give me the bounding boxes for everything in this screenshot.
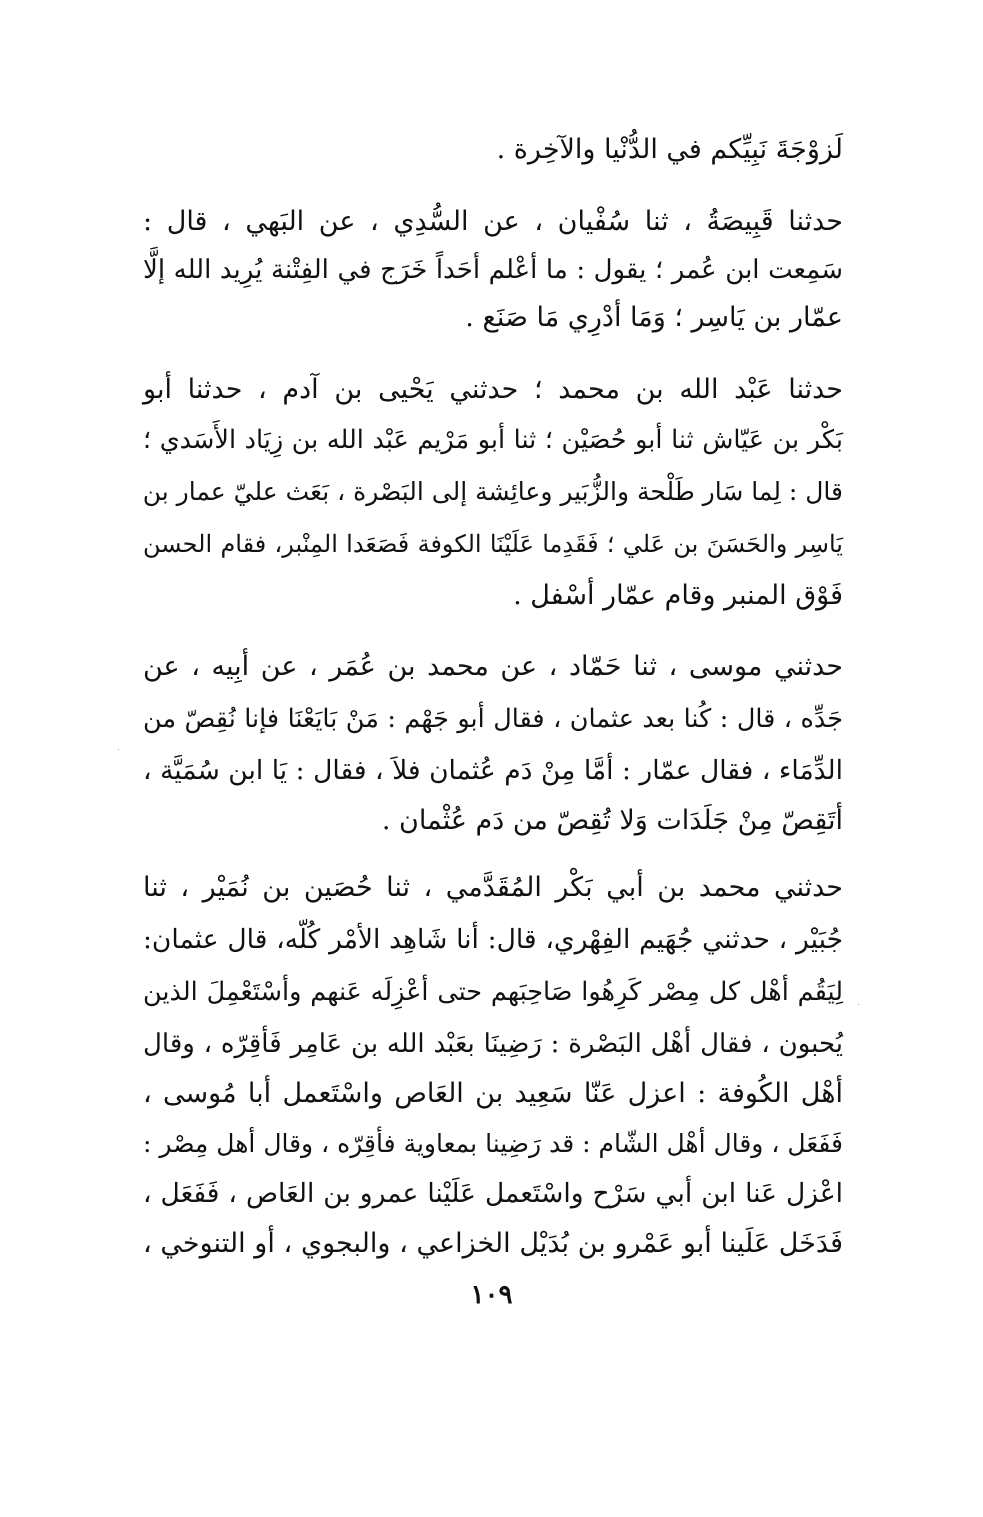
text-line: فَفَعَل ، وقال أهْل الشّام : قد رَضِينا بمعاوية فأقِرّه ، وقال أهل مِصْر :	[143, 1129, 843, 1158]
text-line: يَاسِر والحَسَنَ بن عَلي ؛ فَقَدِما عَلَيْنَا الكوفة فَصَعَدا المِنْبر، فقام الحسن	[143, 530, 843, 558]
text-line: عمّار بن يَاسِر ؛ وَمَا أدْرِي مَا صَنَع .	[465, 302, 843, 333]
text-line: جُبَيْر ، حدثني جُهَيم الفِهْري، قال: أنا شَاهِد الأمْر كُلّه، قال عثمان:	[143, 924, 843, 955]
text-line: حدثني محمد بن أبي بَكْر المُقَدَّمي ، ثنا حُصَين بن نُمَيْر ، ثنا	[143, 872, 843, 903]
page-number: ١٠٩	[470, 1280, 513, 1310]
text-line: أهْل الكُوفة : اعزل عَنّا سَعِيد بن العَاص واسْتَعمل أبا مُوسى ،	[143, 1078, 843, 1109]
text-line: جَدِّه ، قال : كُنا بعد عثمان ، فقال أبو جَهْم : مَنْ بَايَعْنَا فإنا نُقِصّ من	[143, 704, 843, 734]
text-line: قال : لِما سَار طَلْحة والزُّبَير وعائِشة إلى البَصْرة ، بَعَث عليّ عمار بن	[142, 477, 843, 506]
text-line: حدثنا قَبِيصَةُ ، ثنا سُفْيان ، عن السُّدِي ، عن البَهي ، قال :	[143, 206, 843, 237]
text-line: حدثنا عَبْد الله بن محمد ؛ حدثني يَحْيى بن آدم ، حدثنا أبو	[143, 374, 843, 405]
text-line: فَوْق المنبر وقام عمّار أسْفل .	[513, 580, 843, 611]
text-line: سَمِعت ابن عُمر ؛ يقول : ما أعْلم أحَداً خَرَج في الفِتْنة يُرِيد الله إلَّا	[143, 255, 843, 285]
text-line: اعْزل عَنا ابن أبي سَرْح واسْتَعمل عَلَيْنا عمرو بن العَاص ، فَفَعَل ،	[143, 1178, 843, 1209]
scan-speck	[118, 749, 119, 750]
text-line: لَزوْجَةَ نَبِيِّكم في الدُّنْيا والآخِرة .	[496, 134, 843, 165]
text-line: أتَقِصّ مِنْ جَلَدَات وَلا تُقِصّ من دَم عُثْمان .	[381, 805, 843, 836]
text-line: الدِّمَاء ، فقال عمّار : أمَّا مِنْ دَم عُثمان فلاَ ، فقال : يَا ابن سُمَيَّة ،	[143, 755, 843, 786]
text-line: حدثني موسى ، ثنا حَمّاد ، عن محمد بن عُمَر ، عن أبِيه ، عن	[143, 651, 843, 682]
text-line: لِيَقُم أهْل كل مِصْر كَرِهُوا صَاحِبَهم حتى أعْزِلَه عَنهم وأسْتَعْمِلَ الذين	[143, 977, 843, 1007]
scan-speck	[858, 1004, 859, 1005]
text-line: فَدَخَل عَلَينا أبو عَمْرو بن بُدَيْل الخزاعي ، والبجوي ، أو التنوخي ،	[143, 1228, 843, 1259]
text-line: يُحبون ، فقال أهْل البَصْرة : رَضِينَا بعَبْد الله بن عَامِر فَأقِرّه ، وقال	[143, 1029, 843, 1059]
text-line: بَكْر بن عَيّاش ثنا أبو حُصَيْن ؛ ثنا أبو مَرْيم عَبْد الله بن زِيَاد الأَسَدي ؛	[143, 425, 843, 455]
